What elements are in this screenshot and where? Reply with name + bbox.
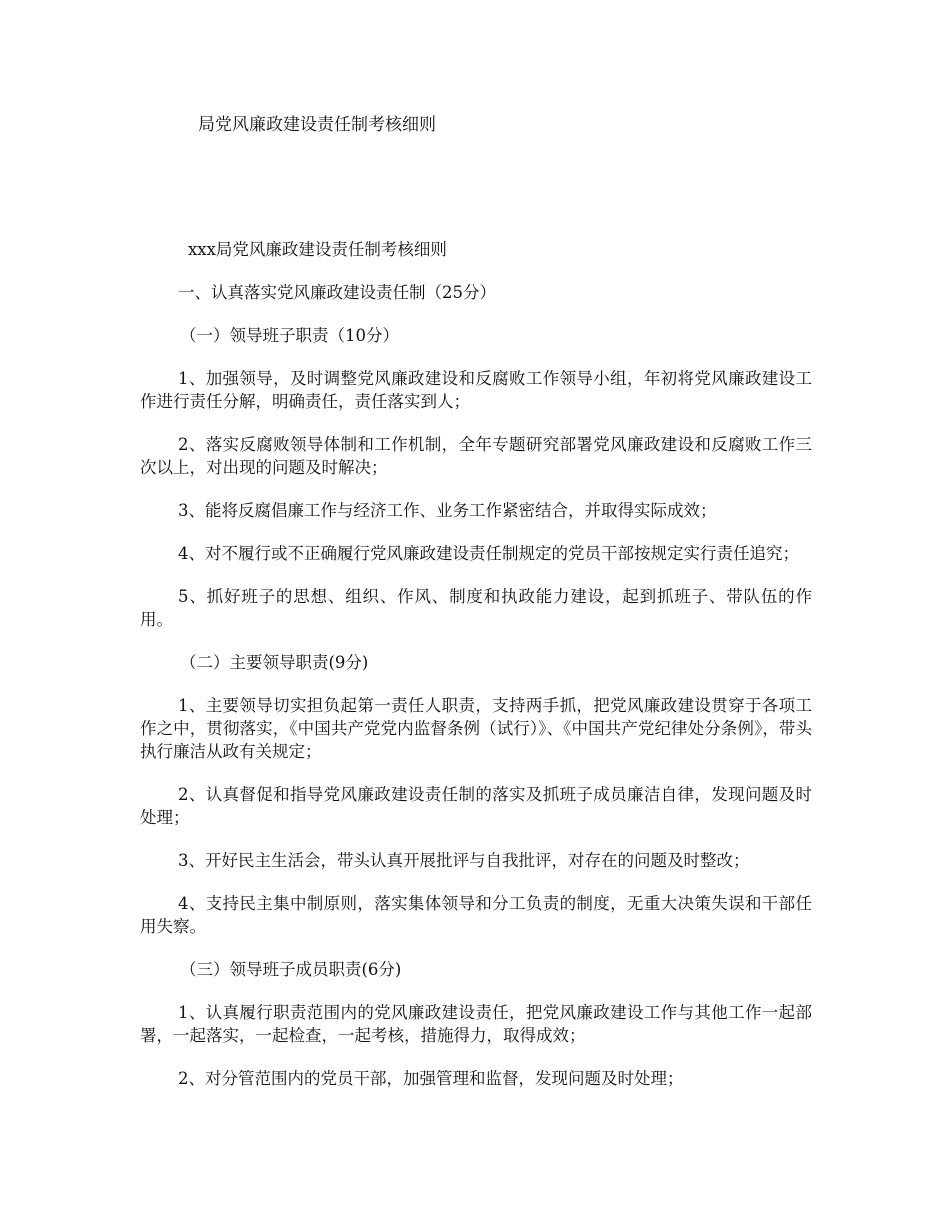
subtitle-paragraph: xxx局党风廉政建设责任制考核细则 bbox=[188, 240, 447, 259]
document-body bbox=[140, 238, 812, 1110]
list-item: 1、主要领导切实担负起第一责任人职责，支持两手抓，把党风廉政建设贯穿于各项工作之中，贯彻落实，《中国共产党党内监督条例（试行）》、《中国共产党纪律处分条例》，带头执行廉洁从政有关规定； bbox=[140, 696, 812, 761]
list-item: 2、落实反腐败领导体制和工作机制，全年专题研究部署党风廉政建设和反腐败工作三次以上，对出现的问题及时解决； bbox=[140, 435, 812, 477]
document-title: 局党风廉政建设责任制考核细则 bbox=[198, 115, 436, 135]
list-item: 5、抓好班子的思想、组织、作风、制度和执政能力建设，起到抓班子、带队伍的作用。 bbox=[140, 587, 812, 629]
subsection-heading: （二）主要领导职责(9分) bbox=[180, 653, 369, 672]
subsection-heading: （一）领导班子职责（10分） bbox=[180, 326, 399, 345]
list-item: 2、认真督促和指导党风廉政建设责任制的落实及抓班子成员廉洁自律，发现问题及时处理； bbox=[140, 785, 812, 827]
list-item: 1、加强领导，及时调整党风廉政建设和反腐败工作领导小组，年初将党风廉政建设工作进行责任分解，明确责任，责任落实到人； bbox=[140, 369, 812, 411]
list-item: 4、对不履行或不正确履行党风廉政建设责任制规定的党员干部按规定实行责任追究； bbox=[178, 544, 799, 563]
list-item: 3、能将反腐倡廉工作与经济工作、业务工作紧密结合，并取得实际成效； bbox=[178, 501, 717, 520]
list-item: 4、支持民主集中制原则，落实集体领导和分工负责的制度，无重大决策失误和干部任用失察。 bbox=[140, 894, 812, 936]
section-heading: 一、认真落实党风廉政建设责任制（25分） bbox=[178, 283, 496, 302]
list-item: 1、认真履行职责范围内的党风廉政建设责任，把党风廉政建设工作与其他工作一起部署，一起落实，一起检查，一起考核，措施得力，取得成效； bbox=[140, 1003, 812, 1045]
list-item: 2、对分管范围内的党员干部，加强管理和监督，发现问题及时处理； bbox=[178, 1069, 684, 1088]
list-item: 3、开好民主生活会，带头认真开展批评与自我批评，对存在的问题及时整改； bbox=[178, 851, 750, 870]
subsection-heading: （三）领导班子成员职责(6分) bbox=[180, 960, 402, 979]
